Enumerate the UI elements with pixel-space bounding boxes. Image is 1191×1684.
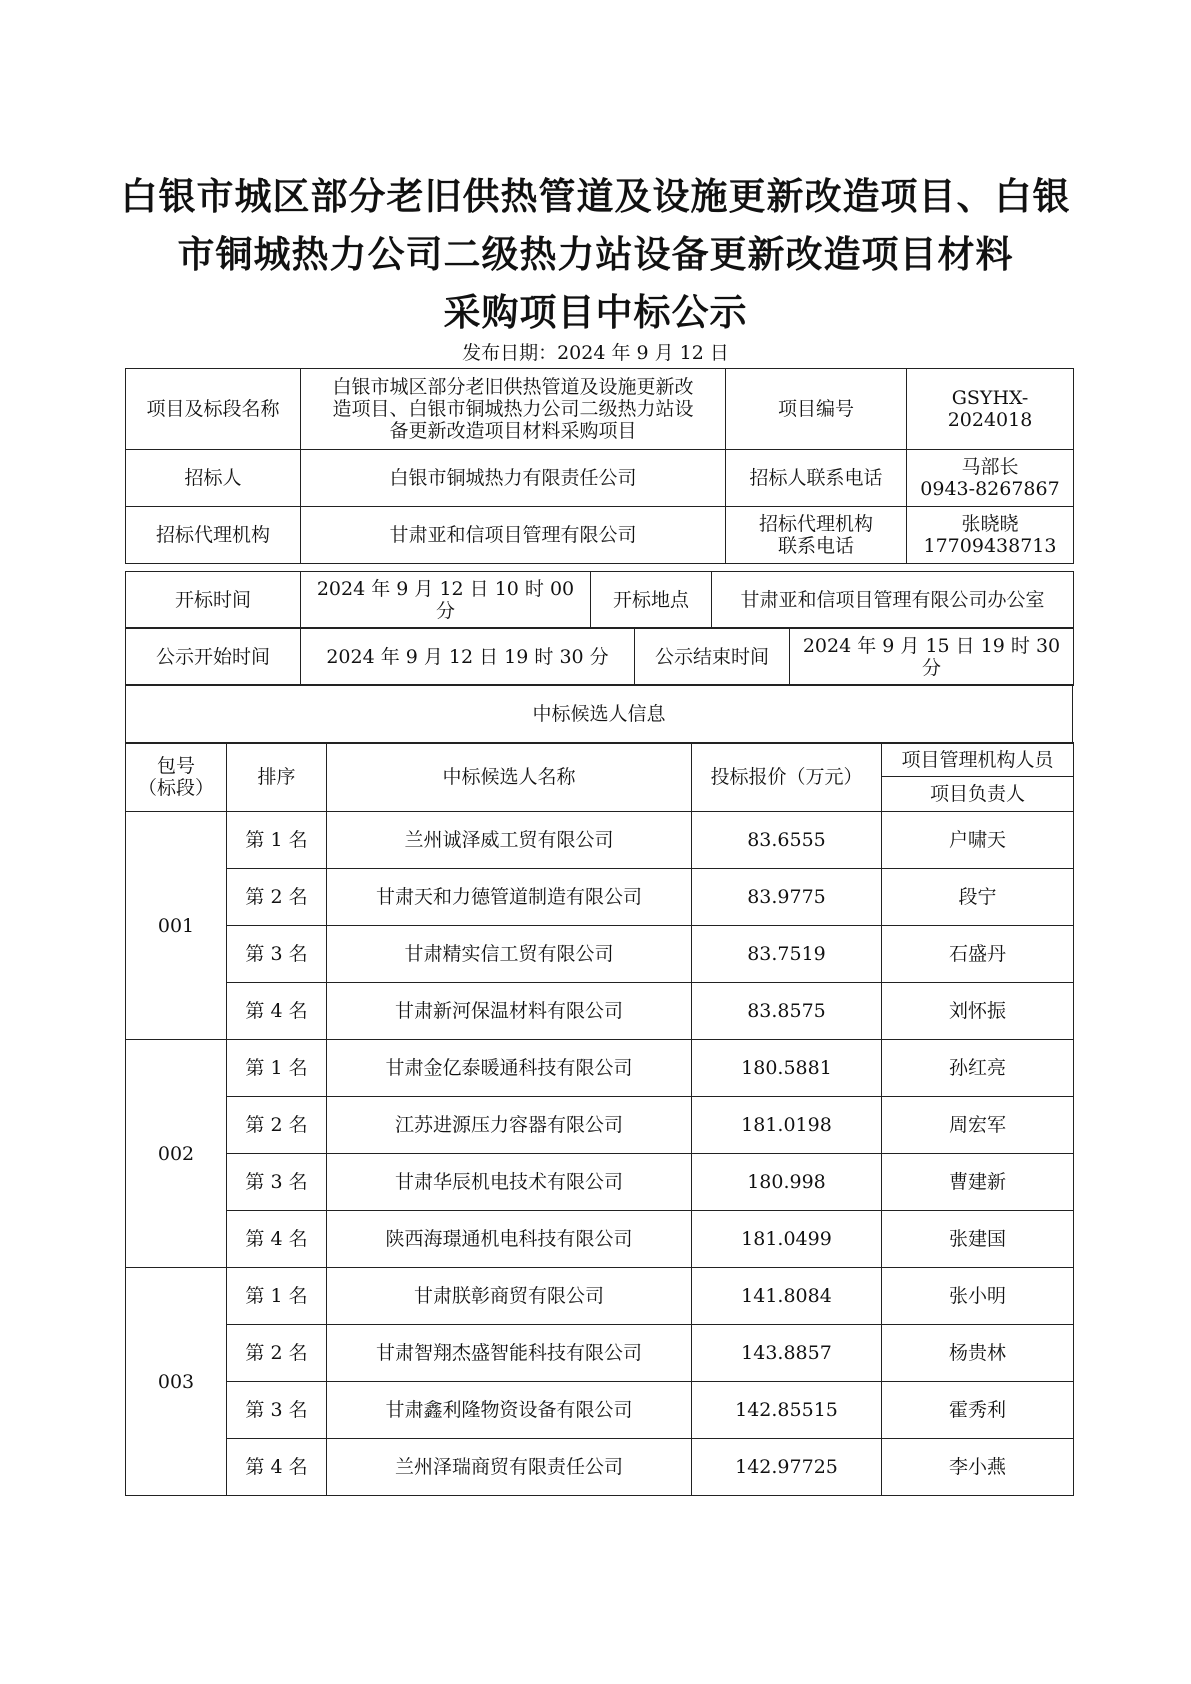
- candidate-header-row: [126, 743, 1074, 777]
- candidate-rank: 第 1 名: [227, 812, 327, 869]
- tenderer-phone: 0943-8267867: [920, 478, 1060, 500]
- candidate-price: 142.85515: [692, 1382, 882, 1439]
- candidate-rank: 第 2 名: [227, 1325, 327, 1382]
- table-row: [126, 1097, 1074, 1154]
- header-staff: 项目管理机构人员: [882, 743, 1074, 777]
- table-row: [126, 1268, 1074, 1325]
- open-place-label: 开标地点: [591, 572, 712, 629]
- candidate-rank: 第 4 名: [227, 1211, 327, 1268]
- lot-number: 001: [126, 812, 227, 1040]
- tenderer-value: 白银市铜城热力有限责任公司: [301, 450, 726, 507]
- candidate-name: 甘肃天和力德管道制造有限公司: [327, 869, 692, 926]
- candidate-table: [125, 742, 1074, 1496]
- header-lot: [126, 743, 227, 812]
- tenderer-phone-label: 招标人联系电话: [726, 450, 907, 507]
- candidate-price: 83.8575: [692, 983, 882, 1040]
- candidate-price: 83.7519: [692, 926, 882, 983]
- candidate-rank: 第 4 名: [227, 1439, 327, 1496]
- title-line-3: 采购项目中标公示: [443, 291, 748, 334]
- candidate-rank: 第 1 名: [227, 1268, 327, 1325]
- candidate-name: 甘肃华辰机电技术有限公司: [327, 1154, 692, 1211]
- notice-table: [125, 627, 1074, 686]
- candidate-price: 181.0499: [692, 1211, 882, 1268]
- project-name-line-3: 备更新改造项目材料采购项目: [389, 420, 637, 442]
- project-info-table: [125, 368, 1074, 564]
- candidate-manager: 周宏军: [882, 1097, 1074, 1154]
- candidate-price: 181.0198: [692, 1097, 882, 1154]
- header-price: 投标报价（万元）: [692, 743, 882, 812]
- notice-end-label: 公示结束时间: [635, 628, 790, 686]
- candidate-manager: 曹建新: [882, 1154, 1074, 1211]
- project-row: [126, 369, 1074, 450]
- title-line-2: 市铜城热力公司二级热力站设备更新改造项目材料: [177, 233, 1014, 276]
- notice-row: [126, 628, 1074, 686]
- tenderer-contact: 马部长: [961, 456, 1019, 478]
- candidate-name: 兰州泽瑞商贸有限责任公司: [327, 1439, 692, 1496]
- candidate-rank: 第 2 名: [227, 869, 327, 926]
- project-name-label: 项目及标段名称: [126, 369, 301, 450]
- open-time-value: 2024 年 9 月 12 日 10 时 00 分: [301, 572, 591, 629]
- notice-end-value: 2024 年 9 月 15 日 19 时 30 分: [790, 628, 1074, 686]
- project-name-value: [301, 369, 726, 450]
- header-lot-line-2: （标段）: [137, 777, 214, 799]
- agency-label: 招标代理机构: [126, 507, 301, 564]
- candidate-price: 141.8084: [692, 1268, 882, 1325]
- candidate-manager: 张建国: [882, 1211, 1074, 1268]
- project-no-label: 项目编号: [726, 369, 907, 450]
- header-manager: 项目负责人: [882, 777, 1074, 812]
- tenderer-contact-cell: [907, 450, 1074, 507]
- header-lot-line-1: 包号: [156, 755, 195, 777]
- candidate-price: 142.97725: [692, 1439, 882, 1496]
- tenderer-label: 招标人: [126, 450, 301, 507]
- candidate-manager: 杨贵林: [882, 1325, 1074, 1382]
- publish-date: 发布日期：2024 年 9 月 12 日: [462, 342, 729, 364]
- project-name-line-2: 造项目、白银市铜城热力公司二级热力站设: [332, 398, 694, 420]
- notice-start-value: 2024 年 9 月 12 日 19 时 30 分: [301, 628, 635, 686]
- candidate-rank: 第 3 名: [227, 1154, 327, 1211]
- candidate-name: 江苏进源压力容器有限公司: [327, 1097, 692, 1154]
- table-row: [126, 1211, 1074, 1268]
- title-line-1: 白银市城区部分老旧供热管道及设施更新改造项目、白银: [120, 175, 1071, 218]
- agency-phone-label-cell: [726, 507, 907, 564]
- agency-phone: 17709438713: [923, 535, 1057, 557]
- agency-contact-cell: [907, 507, 1074, 564]
- candidates-header-table: [125, 684, 1073, 744]
- candidate-name: 兰州诚泽威工贸有限公司: [327, 812, 692, 869]
- candidate-price: 180.998: [692, 1154, 882, 1211]
- candidate-manager: 霍秀利: [882, 1382, 1074, 1439]
- table-row: [126, 1439, 1074, 1496]
- candidate-name: 甘肃智翔杰盛智能科技有限公司: [327, 1325, 692, 1382]
- open-time-label: 开标时间: [126, 572, 301, 629]
- candidate-name: 甘肃新河保温材料有限公司: [327, 983, 692, 1040]
- candidate-price: 83.6555: [692, 812, 882, 869]
- agency-value: 甘肃亚和信项目管理有限公司: [301, 507, 726, 564]
- candidate-name: 陕西海璟通机电科技有限公司: [327, 1211, 692, 1268]
- document-title: [120, 168, 1071, 342]
- table-row: [126, 812, 1074, 869]
- candidate-name: 甘肃金亿泰暖通科技有限公司: [327, 1040, 692, 1097]
- agency-row: [126, 507, 1074, 564]
- candidate-name: 甘肃鑫利隆物资设备有限公司: [327, 1382, 692, 1439]
- candidate-manager: 孙红亮: [882, 1040, 1074, 1097]
- candidate-manager: 石盛丹: [882, 926, 1074, 983]
- opening-row: [126, 572, 1074, 629]
- agency-phone-label-line-2: 联系电话: [777, 535, 854, 557]
- candidate-rank: 第 3 名: [227, 926, 327, 983]
- table-row: [126, 1154, 1074, 1211]
- opening-table: [125, 571, 1074, 629]
- candidate-price: 180.5881: [692, 1040, 882, 1097]
- header-rank: 排序: [227, 743, 327, 812]
- candidate-manager: 张小明: [882, 1268, 1074, 1325]
- project-name-line-1: 白银市城区部分老旧供热管道及设施更新改: [332, 376, 694, 398]
- tenderer-row: [126, 450, 1074, 507]
- candidate-name: 甘肃精实信工贸有限公司: [327, 926, 692, 983]
- candidate-manager: 段宁: [882, 869, 1074, 926]
- table-row: [126, 926, 1074, 983]
- header-name: 中标候选人名称: [327, 743, 692, 812]
- agency-contact: 张晓晓: [961, 513, 1019, 535]
- candidate-manager: 李小燕: [882, 1439, 1074, 1496]
- candidate-rank: 第 3 名: [227, 1382, 327, 1439]
- candidate-price: 83.9775: [692, 869, 882, 926]
- lot-number: 002: [126, 1040, 227, 1268]
- candidates-header: 中标候选人信息: [126, 685, 1073, 744]
- notice-start-label: 公示开始时间: [126, 628, 301, 686]
- table-row: [126, 1040, 1074, 1097]
- candidate-rank: 第 4 名: [227, 983, 327, 1040]
- candidate-manager: 刘怀振: [882, 983, 1074, 1040]
- candidate-rank: 第 2 名: [227, 1097, 327, 1154]
- table-row: [126, 869, 1074, 926]
- candidate-name: 甘肃朕彰商贸有限公司: [327, 1268, 692, 1325]
- candidate-rank: 第 1 名: [227, 1040, 327, 1097]
- table-row: [126, 1325, 1074, 1382]
- project-no-value: GSYHX-2024018: [907, 369, 1074, 450]
- open-place-value: 甘肃亚和信项目管理有限公司办公室: [712, 572, 1074, 629]
- candidate-price: 143.8857: [692, 1325, 882, 1382]
- lot-number: 003: [126, 1268, 227, 1496]
- agency-phone-label-line-1: 招标代理机构: [758, 513, 873, 535]
- table-row: [126, 1382, 1074, 1439]
- candidate-manager: 户啸天: [882, 812, 1074, 869]
- table-row: [126, 983, 1074, 1040]
